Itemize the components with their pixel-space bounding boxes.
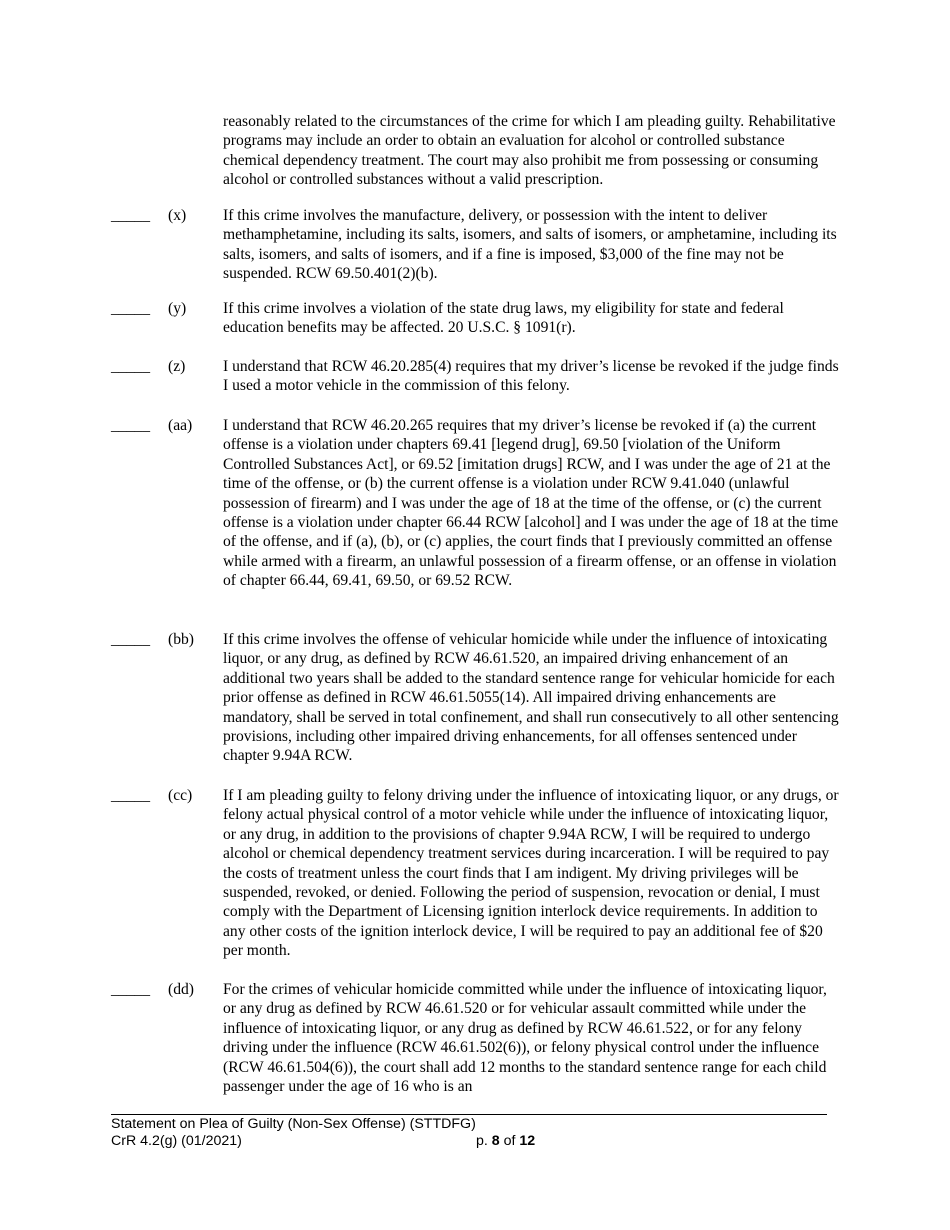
initial-blank: _____ [111,358,150,375]
footer-form-title: Statement on Plea of Guilty (Non-Sex Offense) (STTDFG) [111,1116,476,1132]
initial-blank: _____ [111,207,150,224]
initial-blank: _____ [111,981,150,998]
page-total: 12 [519,1133,536,1149]
item-text: I understand that RCW 46.20.265 requires that my driver’s license be revoked if (a) the current offense is a violation under chapters 69.41 [legend drug], 69.50 [violation of the Uniform Controlled Substances Act], or 69.52 [imitation drugs] RCW, and I was under the age of 21 at the time of the offense, or (b) the current offense is a violation under RCW 9.41.040 (unlawful possession of firearm) and I was under the age of 18 at the time of the offense, or (c) the current offense is a violation under chapter 66.44 RCW [alcohol] and I was under the age of 18 at the time of the offense, and if (a), (b), or (c) applies, the court finds that I previously committed an offense while armed with a firearm, an unlawful possession of a firearm offense, or an offense in violation of chapter 66.44, 69.41, 69.50, or 69.52 RCW. [223,417,839,590]
item-letter: (z) [168,358,186,375]
initial-blank: _____ [111,787,150,804]
item-text: For the crimes of vehicular homicide committed while under the influence of intoxicating liquor, or any drug as defined by RCW 46.61.520 or for vehicular assault committed while under the influence of intoxicating liquor, or any drug as defined by RCW 46.61.522, or for any felony driving under the influence (RCW 46.61.502(6)), or felony physical control under the influence (RCW 46.61.504(6)), the court shall add 12 months to the standard sentence range for each child passenger under the age of 16 who is an [223,981,827,1096]
initial-blank: _____ [111,300,150,317]
item-letter: (y) [168,300,187,317]
item-letter: (dd) [168,981,194,998]
page-number [476,1133,535,1150]
item-letter: (x) [168,207,187,224]
page-current: 8 [491,1133,500,1149]
item-text: If this crime involves the manufacture, delivery, or possession with the intent to deliver methamphetamine, including its salts, isomers, and salts of isomers, or amphetamine, including its salts, isomers, and salts of isomers, and if a fine is imposed, $3,000 of the fine may not be suspended. RCW 69.50.401(2)(b). [223,207,837,283]
item-text: If this crime involves a violation of the state drug laws, my eligibility for state and federal education benefits may be affected. 20 U.S.C. § 1091(r). [223,300,784,337]
intro-paragraph: reasonably related to the circumstances of the crime for which I am pleading guilty. Rehabilitative programs may include an order to obtain an evaluation for alcohol or controlled substance chemical dependency treatment. The court may also prohibit me from possessing or consuming alcohol or controlled substances without a valid prescription. [223,113,836,189]
footer-divider [111,1114,827,1115]
item-text: If I am pleading guilty to felony driving under the influence of intoxicating liquor, or any drugs, or felony actual physical control of a motor vehicle while under the influence of intoxicating liquor, or any drug, in addition to the provisions of chapter 9.94A RCW, I will be required to undergo alcohol or chemical dependency treatment services during incarceration. I will be required to pay the costs of treatment unless the court finds that I am indigent. My driving privileges will be suspended, revoked, or denied. Following the period of suspension, revocation or denial, I must comply with the Department of Licensing ignition interlock device requirements. In addition to any other costs of the ignition interlock device, I will be required to pay an additional fee of $20 per month. [223,787,839,960]
item-letter: (bb) [168,631,194,648]
page-prefix: p. [476,1133,492,1149]
footer-rule-citation: CrR 4.2(g) (01/2021) [111,1133,242,1149]
item-letter: (cc) [168,787,193,804]
initial-blank: _____ [111,631,150,648]
item-text: I understand that RCW 46.20.285(4) requires that my driver’s license be revoked if the judge finds I used a motor vehicle in the commission of this felony. [223,358,839,395]
item-text: If this crime involves the offense of vehicular homicide while under the influence of intoxicating liquor, or any drug, as defined by RCW 46.61.520, an impaired driving enhancement of an additional two years shall be added to the standard sentence range for vehicular homicide for each prior offense as defined in RCW 46.61.5055(14). All impaired driving enhancements are mandatory, shall be served in total confinement, and shall run consecutively to all other sentencing provisions, including other impaired driving enhancements, for all offenses sentenced under chapter 9.94A RCW. [223,631,839,765]
page-of: of [499,1133,520,1149]
initial-blank: _____ [111,417,150,434]
item-letter: (aa) [168,417,193,434]
